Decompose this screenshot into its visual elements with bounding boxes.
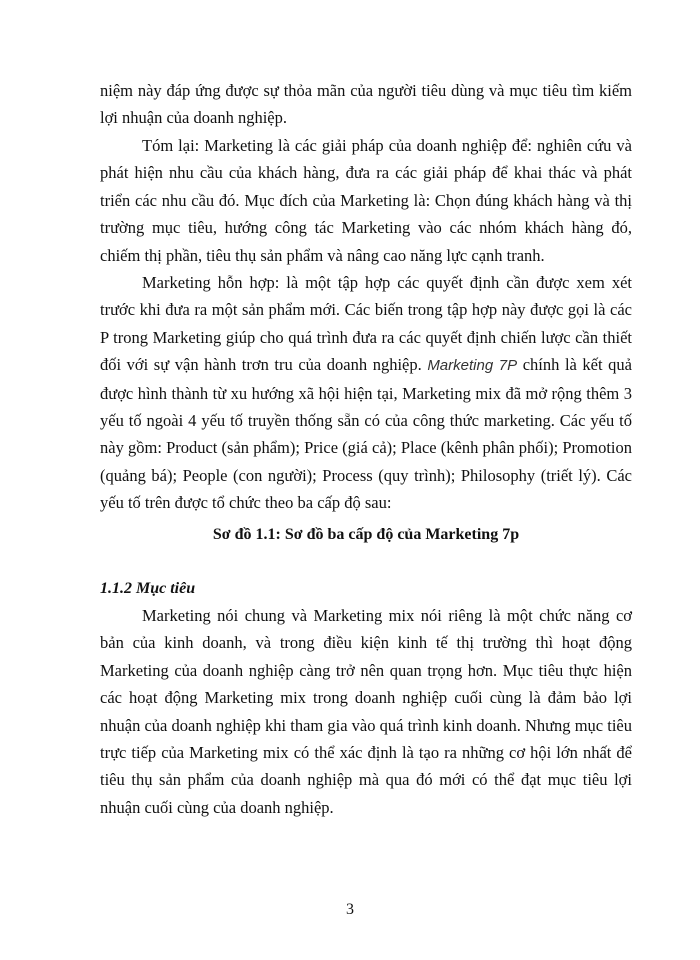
page-number: 3 — [346, 901, 354, 918]
marketing-7p-term: Marketing 7P — [427, 357, 518, 375]
paragraph-summary — [100, 132, 632, 269]
paragraph-objectives — [100, 602, 632, 821]
paragraph-marketing-mix — [100, 269, 632, 517]
paragraph-text: niệm này đáp ứng được sự thỏa mãn của người tiêu dùng và mục tiêu tìm kiếm lợi nhuận của doanh nghiệp. — [100, 81, 632, 128]
paragraph-text-part: chính là kết quả được hình thành từ xu hướng xã hội hiện tại, Marketing mix đã mở rộng thêm 3 yếu tố ngoài 4 yếu tố truyền thống sẵn có của công thức marketing. Các yếu tố này gồm: Product (sản phẩm); Price (giá cả); Place (kênh phân phối); Promotion (quảng bá); People (con người); Process (quy trình); Philosophy (triết lý). Các yếu tố trên được tổ chức theo ba cấp độ sau: — [100, 355, 632, 513]
figure-caption: Sơ đồ 1.1: Sơ đồ ba cấp độ của Marketing 7p — [212, 526, 520, 543]
paragraph-text-part: Marketing hỗn hợp: là một tập hợp các quyết định cần được xem xét trước khi đưa ra một sản phẩm mới. Các biến trong tập hợp này được gọi là các P trong Marketing giúp cho quá trình đưa ra các quyết định chiến lược cần thiết đối với sự vận hành trơn tru của doanh nghiệp. — [100, 273, 632, 375]
section-heading: 1.1.2 Mục tiêu — [100, 580, 196, 597]
paragraph-text: Marketing nói chung và Marketing mix nói riêng là một chức năng cơ bản của kinh doanh, và trong điều kiện kinh tế thị trường thì hoạt động Marketing của doanh nghiệp càng trở nên quan trọng hơn. Mục tiêu thực hiện các hoạt động Marketing mix trong doanh nghiệp cuối cùng là đảm bảo lợi nhuận của doanh nghiệp khi tham gia vào quá trình kinh doanh. Nhưng mục tiêu trực tiếp của Marketing mix có thể xác định là tạo ra những cơ hội lớn nhất để tiêu thụ sản phẩm của doanh nghiệp mà qua đó mới có thể đạt mục tiêu lợi nhuận cuối cùng của doanh nghiệp. — [100, 606, 632, 817]
paragraph-continuation — [100, 77, 632, 132]
paragraph-text — [100, 269, 632, 517]
paragraph-text: Tóm lại: Marketing là các giải pháp của doanh nghiệp để: nghiên cứu và phát hiện nhu cầu của khách hàng, đưa ra các giải pháp để khai thác và phát triển các nhu cầu đó. Mục đích của Marketing là: Chọn đúng khách hàng và thị trường mục tiêu, hướng công tác Marketing vào các nhóm khách hàng đó, chiếm thị phần, tiêu thụ sản phẩm và nâng cao năng lực cạnh tranh. — [100, 136, 632, 265]
